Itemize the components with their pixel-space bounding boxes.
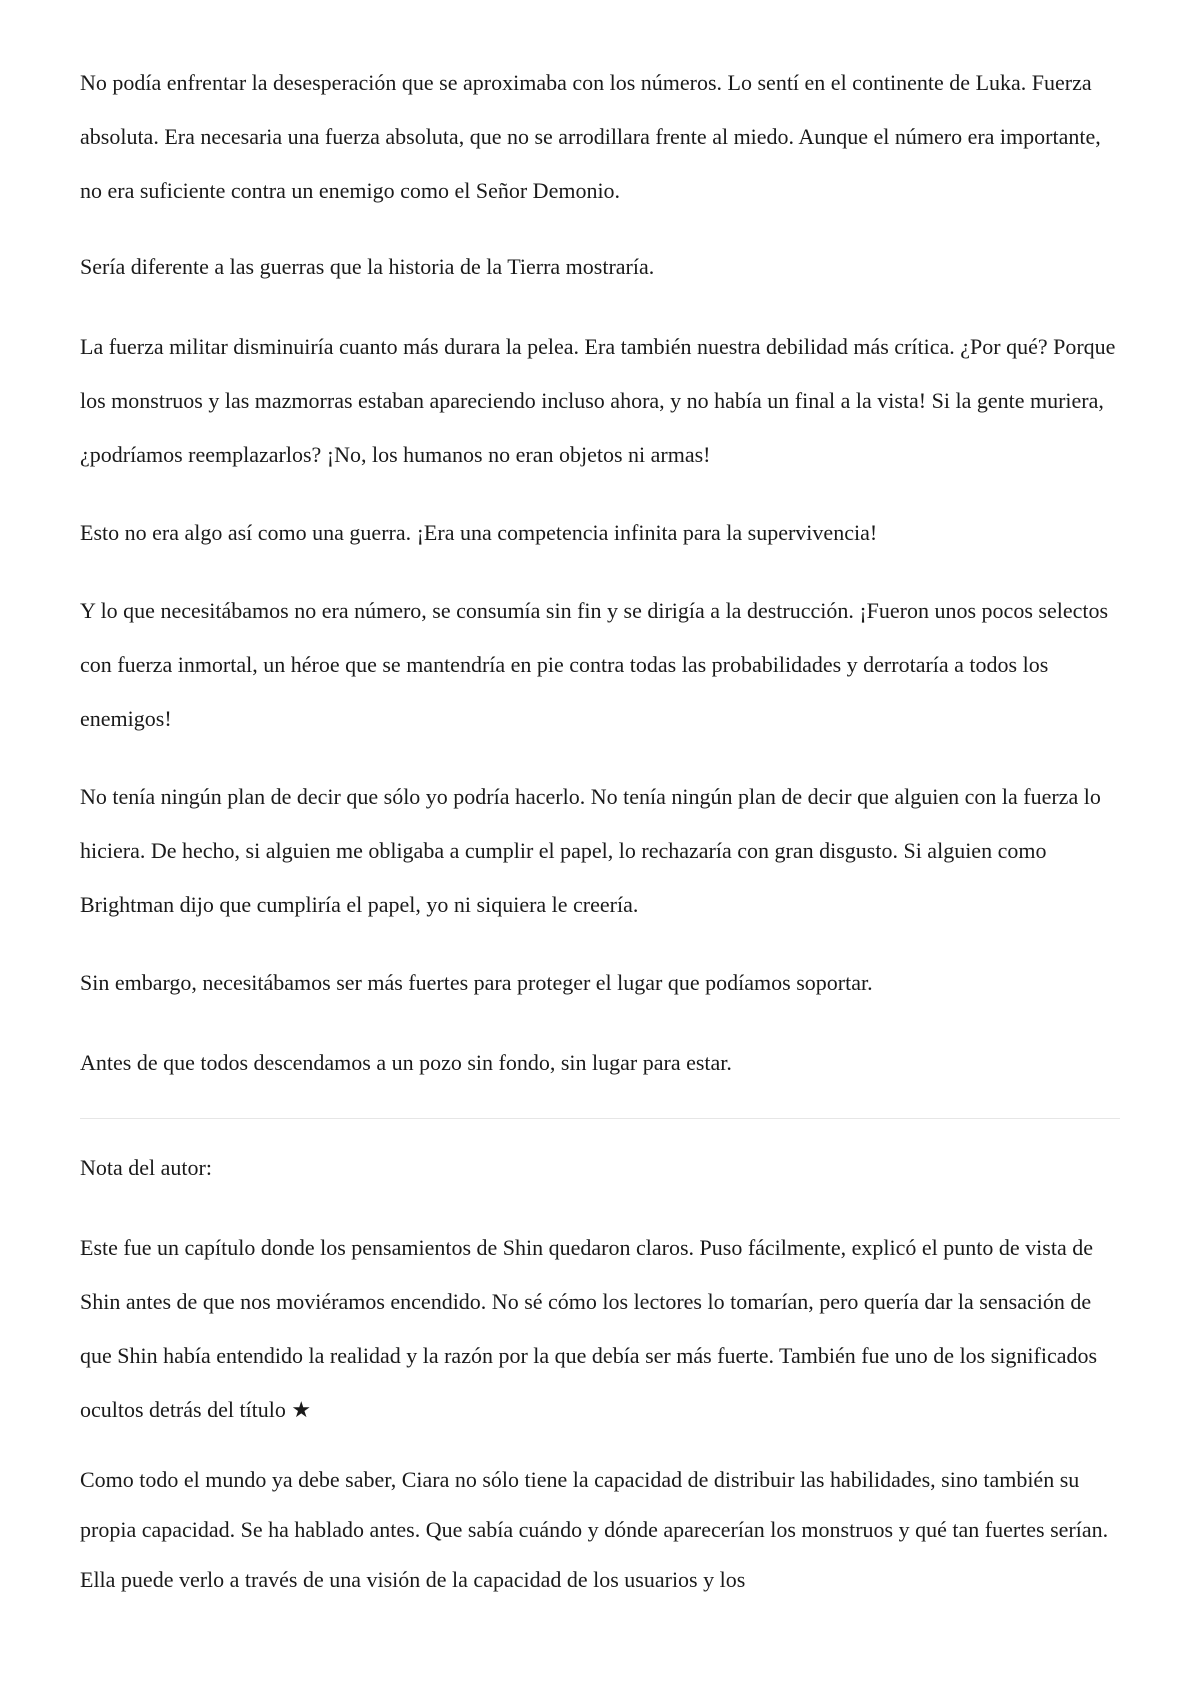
paragraph-1: No podía enfrentar la desesperación que se aproximaba con los números. Lo sentí en el continente de Luka. Fuerza absoluta. Era necesaria una fuerza absoluta, que no se arrodillara frente al miedo. Aunque el número era importante, no era suficiente contra un enemigo como el Señor Demonio.: [80, 70, 1101, 203]
paragraph-7: Sin embargo, necesitábamos ser más fuertes para proteger el lugar que podíamos soportar.: [80, 970, 873, 995]
author-note-paragraph-1: Este fue un capítulo donde los pensamientos de Shin quedaron claros. Puso fácilmente, explicó el punto de vista de Shin antes de que nos moviéramos encendido. No sé cómo los lectores lo tomarían, pero quería dar la sensación de que Shin había entendido la realidad y la razón por la que debía ser más fuerte. También fue uno de los significados ocultos detrás del título ★: [80, 1235, 1098, 1422]
paragraph-5: Y lo que necesitábamos no era número, se consumía sin fin y se dirigía a la destrucción. ¡Fueron unos pocos selectos con fuerza inmortal, un héroe que se mantendría en pie contra todas las probabilidades y derrotaría a todos los enemigos!: [80, 598, 1109, 731]
paragraph-2: Sería diferente a las guerras que la historia de la Tierra mostraría.: [80, 254, 655, 279]
paragraph-3: La fuerza militar disminuiría cuanto más durara la pelea. Era también nuestra debilidad más crítica. ¿Por qué? Porque los monstruos y las mazmorras estaban apareciendo incluso ahora, y no había un final a la vista! Si la gente muriera, ¿podríamos reemplazarlos? ¡No, los humanos no eran objetos ni armas!: [80, 334, 1116, 467]
author-note-heading: Nota del autor:: [80, 1155, 212, 1180]
author-note-paragraph-2: Como todo el mundo ya debe saber, Ciara no sólo tiene la capacidad de distribuir las habilidades, sino también su propia capacidad. Se ha hablado antes. Que sabía cuándo y dónde aparecerían los monstruos y qué tan fuertes serían. Ella puede verlo a través de una visión de la capacidad de los usuarios y los: [80, 1467, 1109, 1592]
paragraph-6: No tenía ningún plan de decir que sólo yo podría hacerlo. No tenía ningún plan de decir que alguien con la fuerza lo hiciera. De hecho, si alguien me obligaba a cumplir el papel, lo rechazaría con gran disgusto. Si alguien como Brightman dijo que cumpliría el papel, yo ni siquiera le creería.: [80, 784, 1101, 917]
section-divider: [80, 1118, 1120, 1119]
paragraph-4: Esto no era algo así como una guerra. ¡Era una competencia infinita para la supervivencia!: [80, 520, 878, 545]
paragraph-8: Antes de que todos descendamos a un pozo sin fondo, sin lugar para estar.: [80, 1050, 732, 1075]
document-page: [80, 56, 1120, 1605]
